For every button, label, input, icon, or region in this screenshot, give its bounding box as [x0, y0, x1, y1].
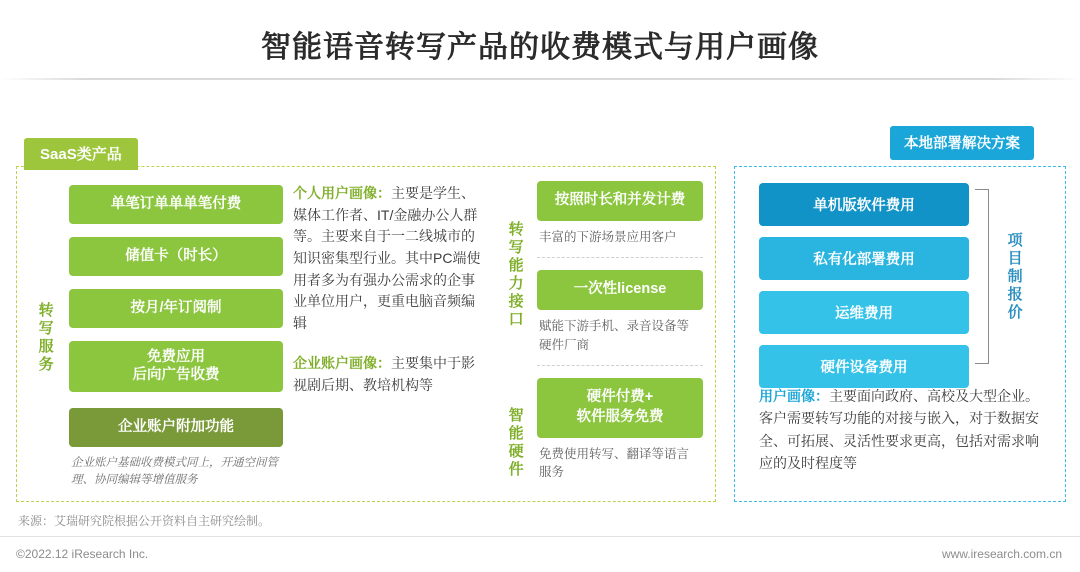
card-hardware-paid-line-1: 硬件付费+ — [586, 389, 654, 406]
card-divider-2 — [537, 365, 703, 366]
enterprise-addon-note: 企业账户基础收费模式同上，开通空间管理、协同编辑等增值服务 — [71, 457, 278, 487]
local-deployment-panel — [734, 166, 1066, 502]
local-fee-list — [759, 183, 969, 399]
pricing-pill-stored-card: 储值卡（时长） — [69, 237, 283, 276]
card-one-time-license-note: 赋能下游手机、录音设备等硬件厂商 — [539, 318, 690, 352]
pricing-pill-list — [69, 185, 283, 490]
free-app-line-1: 免费应用 — [147, 348, 205, 365]
card-divider-1 — [537, 257, 703, 258]
card-duration-concurrency: 按照时长和并发计费 — [537, 181, 703, 221]
capability-card-list — [537, 181, 703, 482]
pricing-pill-subscription: 按月/年订阅制 — [69, 289, 283, 328]
local-user-portrait-heading: 用户画像： — [759, 388, 829, 404]
label-smart-hardware: 智能硬件 — [506, 407, 524, 479]
fee-standalone-software: 单机版软件费用 — [759, 183, 969, 226]
local-deployment-tag: 本地部署解决方案 — [890, 126, 1034, 160]
pricing-pill-single-order: 单笔订单单单笔付费 — [69, 185, 283, 224]
card-duration-concurrency-note: 丰富的下游场景应用客户 — [539, 229, 677, 244]
enterprise-portrait — [293, 353, 485, 396]
local-user-portrait-body: 主要面向政府、高校及大型企业。客户需要转写功能的对接与嵌入，对于数据安全、可拓展、灵活性要求更高，包括对需求响应的及时程度等 — [759, 388, 1039, 472]
pricing-pill-free-app — [69, 341, 283, 393]
user-portrait-text-block — [293, 183, 485, 396]
copyright-text: ©2022.12 iResearch Inc. — [16, 547, 149, 561]
local-user-portrait — [759, 385, 1047, 475]
enterprise-portrait-body: 主要集中于影视剧后期、教培机构等 — [293, 354, 475, 393]
fee-hardware-equipment: 硬件设备费用 — [759, 345, 969, 388]
personal-portrait-body: 主要是学生、媒体工作者、IT/金融办公人群等。主要来自于一二线城市的知识密集型行业。其中PC端使用者多为有强办公需求的企事业单位用户，更重电脑音频编辑 — [293, 185, 481, 332]
footer-divider — [0, 536, 1080, 537]
card-hardware-paid-note: 免费使用转写、翻译等语言服务 — [539, 446, 690, 480]
project-bracket — [975, 189, 989, 364]
website-text: www.iresearch.com.cn — [941, 547, 1062, 561]
page-title: 智能语音转写产品的收费模式与用户画像 — [261, 31, 819, 64]
title-divider — [0, 78, 1080, 80]
enterprise-portrait-heading: 企业账户画像： — [293, 354, 391, 371]
card-hardware-paid — [537, 378, 703, 437]
label-api-capability: 转写能力接口 — [506, 220, 524, 329]
personal-portrait-heading: 个人用户画像： — [293, 185, 391, 201]
capability-labels — [495, 181, 535, 481]
saas-panel — [16, 166, 716, 502]
fee-private-deployment: 私有化部署费用 — [759, 237, 969, 280]
personal-portrait — [293, 183, 485, 335]
project-quote-label: 项目制报价 — [1005, 232, 1023, 322]
source-note: 来源：艾瑞研究院根据公开资料自主研究绘制。 — [18, 514, 271, 528]
card-one-time-license: 一次性license — [537, 270, 703, 310]
fee-operations-maintenance: 运维费用 — [759, 291, 969, 334]
free-app-line-2: 后向广告收费 — [132, 367, 220, 384]
card-hardware-paid-line-2: 软件服务免费 — [576, 408, 664, 425]
saas-category-tag: SaaS类产品 — [24, 138, 138, 170]
pricing-pill-enterprise-addon: 企业账户附加功能 — [69, 408, 283, 447]
label-transcription-service: 转写服务 — [36, 302, 54, 374]
